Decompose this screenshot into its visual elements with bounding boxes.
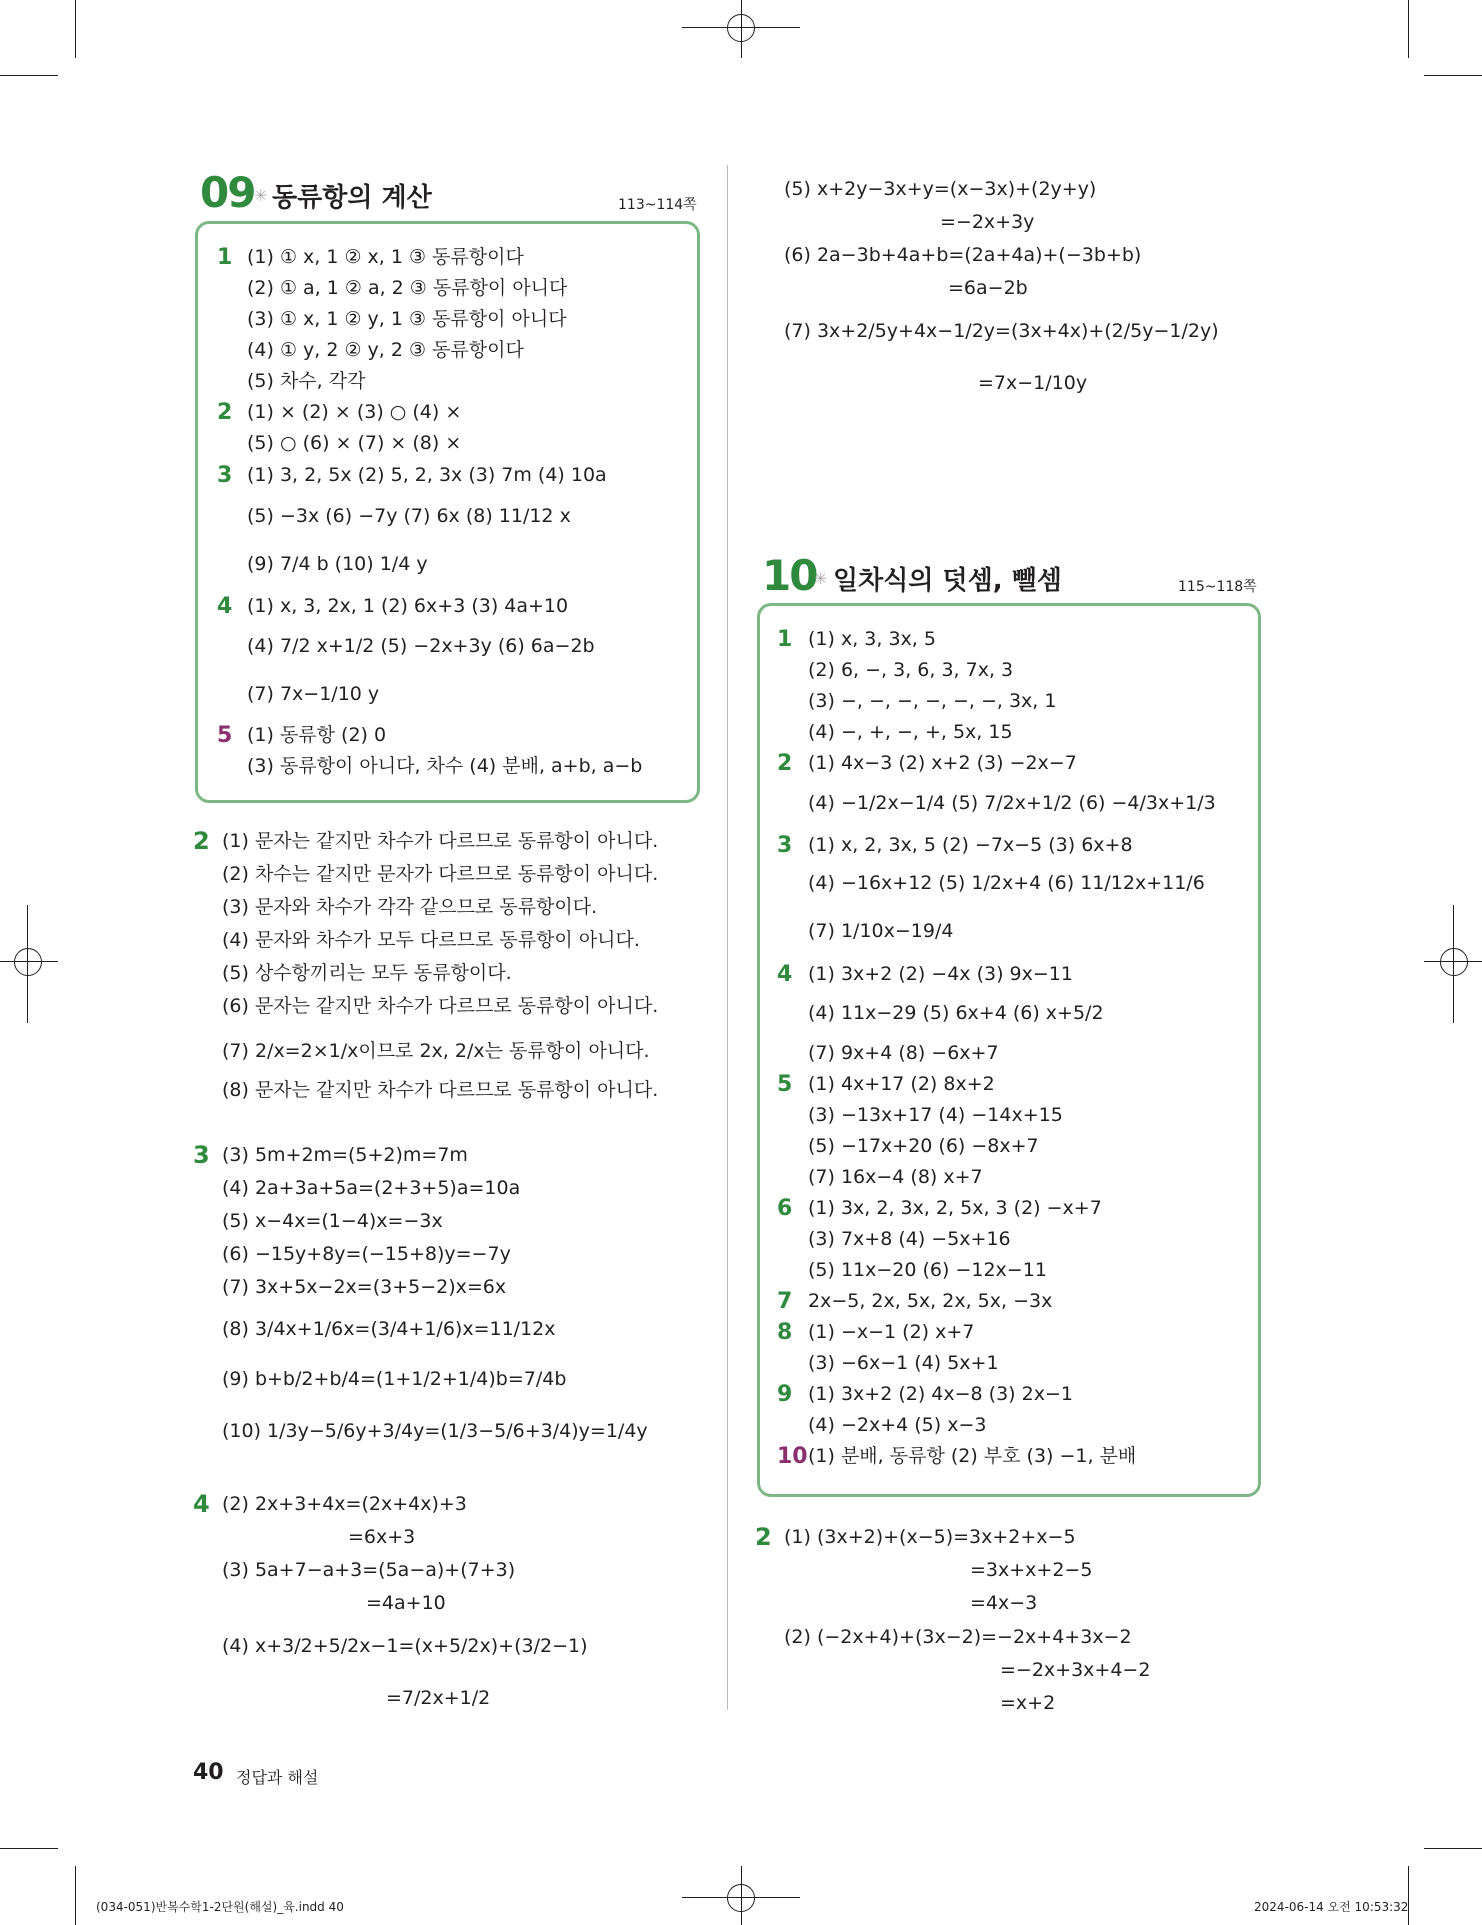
section-pages: 115~118쪽 [1178,579,1257,595]
answer-line: (2) ① a, 1 ② a, 2 ③ 동류항이 아니다 [247,277,568,299]
answer-line: (1) 3x+2 (2) −4x (3) 9x−11 [808,963,1073,985]
crop-mark [1453,905,1454,1023]
answer-line: (1) ① x, 1 ② x, 1 ③ 동류항이다 [247,246,524,268]
question-number: 7 [777,1289,793,1314]
explanation-line: (4) 2a+3a+5a=(2+3+5)a=10a [222,1177,521,1199]
answer-line: (1) 4x−3 (2) x+2 (3) −2x−7 [808,752,1077,774]
crop-mark [1408,1866,1409,1925]
crop-mark [1408,0,1409,58]
answer-line: (3) 7x+8 (4) −5x+16 [808,1228,1011,1250]
explanation-line: (5) x−4x=(1−4)x=−3x [222,1210,443,1232]
answer-line: (1) x, 3, 3x, 5 [808,628,936,650]
section-number: 09 [200,168,255,217]
explanation-line: =x+2 [1000,1692,1056,1714]
explanation-line: (3) 5m+2m=(5+2)m=7m [222,1144,468,1166]
crop-mark [1424,75,1482,76]
answer-line: (1) −x−1 (2) x+7 [808,1321,975,1343]
answer-line: (3) 동류항이 아니다, 차수 (4) 분배, a+b, a−b [247,755,643,777]
explanation-line: (8) 3/4x+1/6x=(3/4+1/6)x=11/12x [222,1318,556,1340]
question-number: 2 [193,827,210,855]
crop-mark [0,961,58,962]
page-label: 정답과 해설 [236,1768,319,1787]
explanation-line: (7) 3x+2/5y+4x−1/2y=(3x+4x)+(2/5y−1/2y) [784,320,1219,342]
page-number: 40 [193,1760,224,1785]
question-number: 6 [777,1196,793,1221]
question-number: 5 [217,723,233,748]
explanation-line: (2) 차수는 같지만 문자가 다르므로 동류항이 아니다. [222,863,659,885]
section-title: 동류항의 계산 [272,183,432,213]
explanation-line: (6) 2a−3b+4a+b=(2a+4a)+(−3b+b) [784,244,1142,266]
answer-line: (4) −2x+4 (5) x−3 [808,1414,987,1436]
answer-line: (1) 3x+2 (2) 4x−8 (3) 2x−1 [808,1383,1073,1405]
crop-mark [27,905,28,1023]
question-number: 4 [777,962,793,987]
explanation-line: =4x−3 [970,1592,1038,1614]
explanation-line: =3x+x+2−5 [970,1559,1093,1581]
explanation-line: (4) x+3/2+5/2x−1=(x+5/2x)+(3/2−1) [222,1635,588,1657]
question-number: 4 [217,594,233,619]
explanation-line: (7) 3x+5x−2x=(3+5−2)x=6x [222,1276,507,1298]
explanation-line: (3) 5a+7−a+3=(5a−a)+(7+3) [222,1559,516,1581]
section-pages: 113~114쪽 [618,197,697,213]
question-number: 3 [777,833,793,858]
explanation-line: (1) (3x+2)+(x−5)=3x+2+x−5 [784,1526,1076,1548]
explanation-line: (7) 2/x=2×1/x이므로 2x, 2/x는 동류항이 아니다. [222,1040,650,1062]
registration-mark-icon [1440,948,1468,976]
answer-line: (4) 7/2 x+1/2 (5) −2x+3y (6) 6a−2b [247,635,595,657]
answer-line: (3) −, −, −, −, −, −, 3x, 1 [808,690,1057,712]
crop-mark [0,75,58,76]
answer-line: (1) × (2) × (3) ○ (4) × [247,401,462,423]
answer-line: (5) ○ (6) × (7) × (8) × [247,432,462,454]
answer-line: (5) −3x (6) −7y (7) 6x (8) 11/12 x [247,505,571,527]
answer-line: (1) 3, 2, 5x (2) 5, 2, 3x (3) 7m (4) 10a [247,464,607,486]
answer-line: (3) −13x+17 (4) −14x+15 [808,1104,1063,1126]
explanation-line: =6x+3 [348,1526,416,1548]
explanation-line: =−2x+3x+4−2 [1000,1659,1151,1681]
crop-mark [1424,1848,1482,1849]
crop-mark [75,0,76,58]
file-info: (034-051)반복수학1-2단원(해설)_육.indd 40 [96,1900,344,1914]
answer-line: (1) 4x+17 (2) 8x+2 [808,1073,995,1095]
answer-line: (4) 11x−29 (5) 6x+4 (6) x+5/2 [808,1002,1104,1024]
answer-line: (4) −1/2x−1/4 (5) 7/2x+1/2 (6) −4/3x+1/3 [808,792,1216,814]
answer-line: (1) 3x, 2, 3x, 2, 5x, 3 (2) −x+7 [808,1197,1102,1219]
answer-line: (1) 분배, 동류항 (2) 부호 (3) −1, 분배 [808,1445,1137,1467]
explanation-line: =6a−2b [948,277,1028,299]
explanation-line: (9) b+b/2+b/4=(1+1/2+1/4)b=7/4b [222,1368,567,1390]
question-number: 5 [777,1072,793,1097]
crop-mark [741,1866,742,1925]
explanation-line: =7/2x+1/2 [386,1687,491,1709]
answer-line: (7) 16x−4 (8) x+7 [808,1166,983,1188]
explanation-line: =4a+10 [366,1592,446,1614]
answer-line: (5) −17x+20 (6) −8x+7 [808,1135,1039,1157]
explanation-line: (1) 문자는 같지만 차수가 다르므로 동류항이 아니다. [222,830,659,852]
question-number: 10 [777,1444,808,1469]
crop-mark [75,1866,76,1925]
section-number: 10 [762,551,817,600]
question-number: 1 [217,245,233,270]
answer-line: (3) −6x−1 (4) 5x+1 [808,1352,999,1374]
answer-line: (3) ① x, 1 ② y, 1 ③ 동류항이 아니다 [247,308,567,330]
explanation-line: (10) 1/3y−5/6y+3/4y=(1/3−5/6+3/4)y=1/4y [222,1420,648,1442]
answer-line: (4) −, +, −, +, 5x, 15 [808,721,1013,743]
question-number: 9 [777,1382,793,1407]
answer-line: (5) 차수, 각각 [247,370,366,392]
answer-line: (5) 11x−20 (6) −12x−11 [808,1259,1047,1281]
asterisk-icon: ✳ [254,186,268,205]
answer-line: (9) 7/4 b (10) 1/4 y [247,553,428,575]
explanation-line: (8) 문자는 같지만 차수가 다르므로 동류항이 아니다. [222,1079,659,1101]
answer-line: (2) 6, −, 3, 6, 3, 7x, 3 [808,659,1014,681]
answer-line: (1) x, 2, 3x, 5 (2) −7x−5 (3) 6x+8 [808,834,1133,856]
answer-line: (7) 7x−1/10 y [247,683,380,705]
crop-mark [0,1848,58,1849]
explanation-line: (3) 문자와 차수가 각각 같으므로 동류항이다. [222,896,598,918]
answer-line: (7) 9x+4 (8) −6x+7 [808,1042,999,1064]
answer-line: (4) ① y, 2 ② y, 2 ③ 동류항이다 [247,339,524,361]
answer-line: (1) x, 3, 2x, 1 (2) 6x+3 (3) 4a+10 [247,595,569,617]
question-number: 2 [217,400,233,425]
crop-mark [741,0,742,58]
explanation-line: (5) 상수항끼리는 모두 동류항이다. [222,962,512,984]
explanation-line: (6) −15y+8y=(−15+8)y=−7y [222,1243,511,1265]
question-number: 3 [217,463,233,488]
explanation-line: =7x−1/10y [978,372,1088,394]
question-number: 8 [777,1320,793,1345]
explanation-line: (2) (−2x+4)+(3x−2)=−2x+4+3x−2 [784,1626,1132,1648]
answer-line: (4) −16x+12 (5) 1/2x+4 (6) 11/12x+11/6 [808,872,1205,894]
registration-mark-icon [14,948,42,976]
timestamp: 2024-06-14 오전 10:53:32 [1254,1900,1409,1914]
question-number: 1 [777,627,793,652]
question-number: 4 [193,1490,210,1518]
answer-line: (7) 1/10x−19/4 [808,920,954,942]
answer-line: 2x−5, 2x, 5x, 2x, 5x, −3x [808,1290,1053,1312]
explanation-line: (6) 문자는 같지만 차수가 다르므로 동류항이 아니다. [222,995,659,1017]
section-title: 일차식의 덧셈, 뺄셈 [833,566,1062,596]
explanation-line: =−2x+3y [940,211,1035,233]
asterisk-icon: ✳ [814,569,828,588]
explanation-line: (4) 문자와 차수가 모두 다르므로 동류항이 아니다. [222,929,640,951]
question-number: 2 [755,1523,772,1551]
question-number: 2 [777,751,793,776]
answer-line: (1) 동류항 (2) 0 [247,724,387,746]
explanation-line: (2) 2x+3+4x=(2x+4x)+3 [222,1493,467,1515]
column-divider [727,165,728,1710]
question-number: 3 [193,1141,210,1169]
explanation-line: (5) x+2y−3x+y=(x−3x)+(2y+y) [784,178,1097,200]
